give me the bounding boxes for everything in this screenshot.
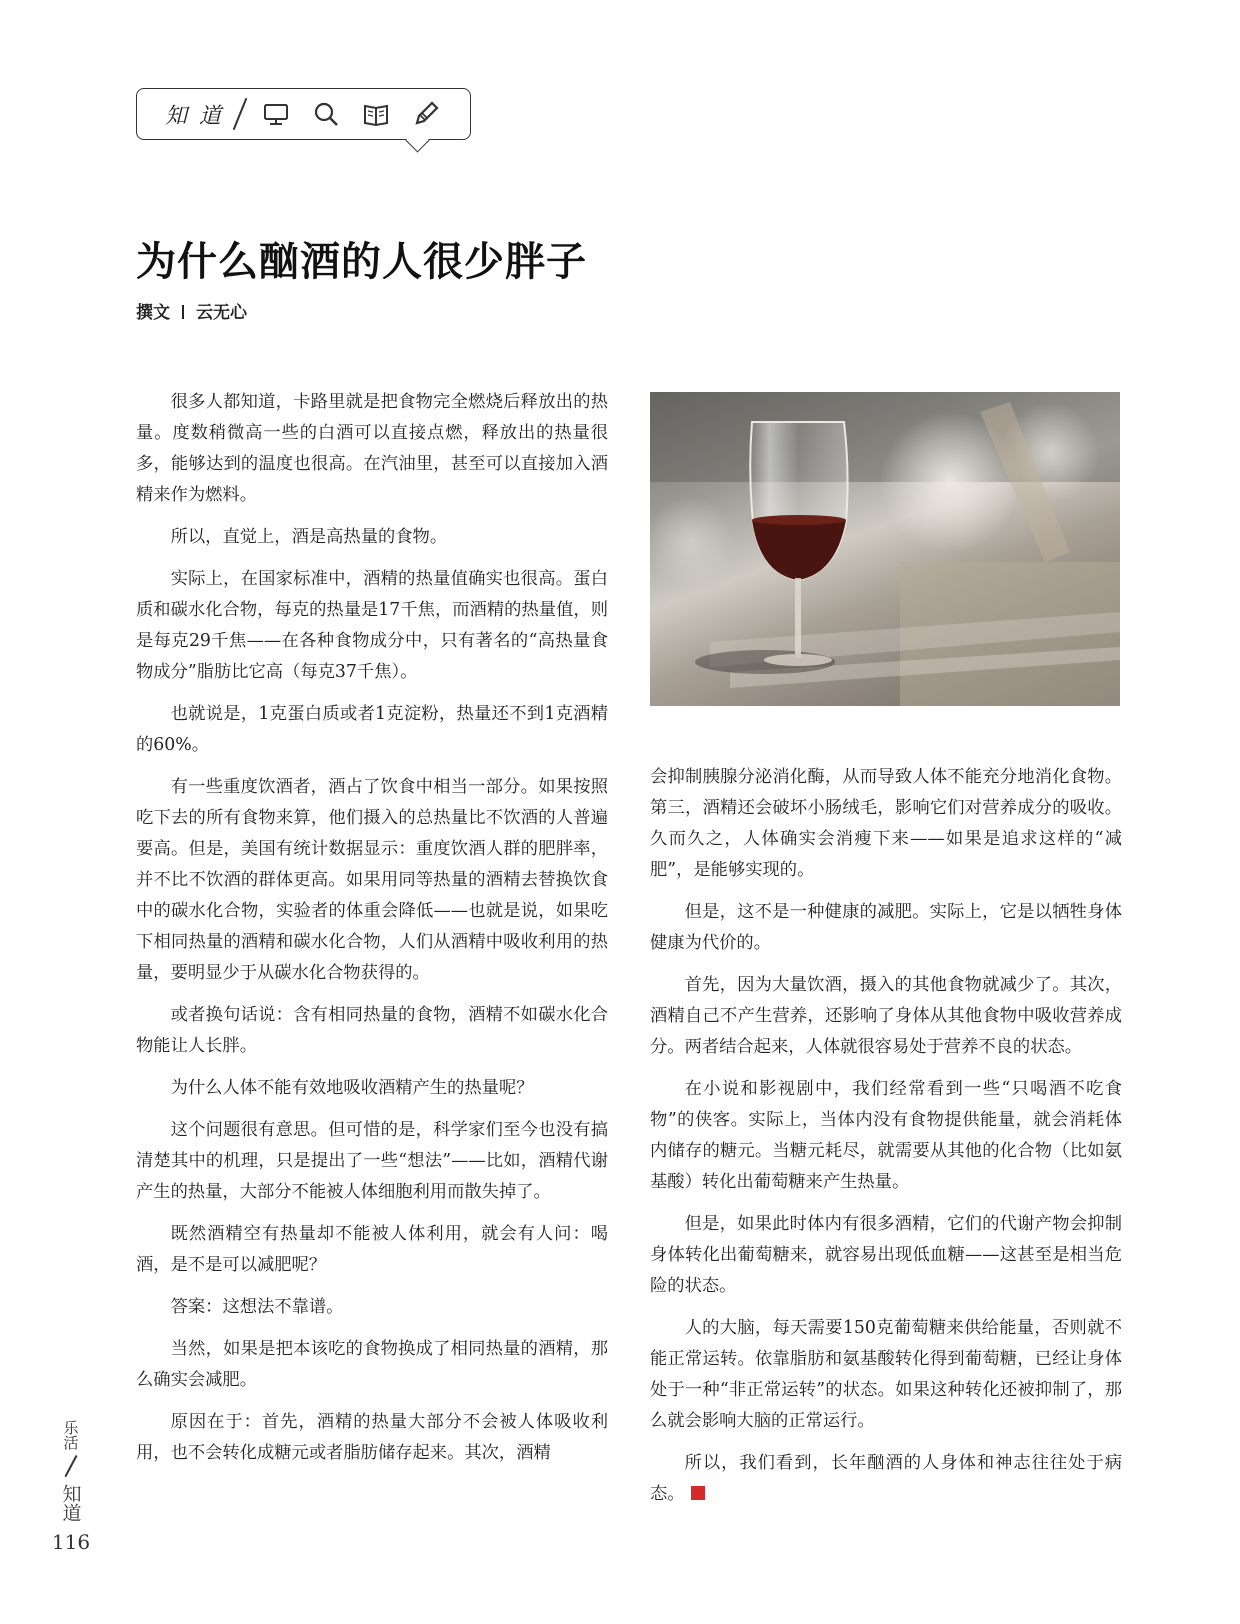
paragraph: 有一些重度饮酒者，酒占了饮食中相当一部分。如果按照吃下去的所有食物来算，他们摄入的总热量比不饮酒的人普遍要高。但是，美国有统计数据显示：重度饮酒人群的肥胖率，并不比不饮酒的群体更高。如果用同等热量的酒精去替换饮食中的碳水化合物，实验者的体重会降低——也就是说，如果吃下相同热量的酒精和碳水化合物，人们从酒精中吸收利用的热量，要明显少于从碳水化合物获得的。	[136, 777, 608, 983]
pencil-icon	[409, 97, 443, 131]
wine-glass-photo	[650, 392, 1120, 706]
paragraph: 会抑制胰腺分泌消化酶，从而导致人体不能充分地消化食物。第三，酒精还会破坏小肠绒毛，影响它们对营养成分的吸收。久而久之，人体确实会消瘦下来——如果是追求这样的“减肥”，是能够实现的。	[650, 767, 1122, 880]
section-header-tab	[136, 88, 471, 140]
paragraph: 或者换句话说：含有相同热量的食物，酒精不如碳水化合物能让人长胖。	[136, 1005, 608, 1056]
article-title: 为什么酗酒的人很少胖子	[136, 239, 587, 285]
paragraph: 也就说是，1克蛋白质或者1克淀粉，热量还不到1克酒精的60%。	[136, 704, 608, 755]
header-divider	[233, 98, 248, 130]
search-icon	[309, 97, 343, 131]
section-label: 知道	[165, 103, 234, 129]
book-icon	[359, 97, 393, 131]
paragraph: 原因在于：首先，酒精的热量大部分不会被人体吸收利用，也不会转化成糖元或者脂肪储存起来。其次，酒精	[136, 1412, 608, 1463]
paragraph: 实际上，在国家标准中，酒精的热量值确实也很高。蛋白质和碳水化合物，每克的热量是17千焦，而酒精的热量值，则是每克29千焦——在各种食物成分中，只有著名的“高热量食物成分”脂肪比它高（每克37千焦）。	[136, 569, 608, 682]
paragraph: 在小说和影视剧中，我们经常看到一些“只喝酒不吃食物”的侠客。实际上，当体内没有食物提供能量，就会消耗体内储存的糖元。当糖元耗尽，就需要从其他的化合物（比如氨基酸）转化出葡萄糖来产生热量。	[650, 1079, 1122, 1192]
paragraph: 但是，这不是一种健康的减肥。实际上，它是以牺牲身体健康为代价的。	[650, 902, 1122, 953]
page-number: 116	[51, 1530, 91, 1554]
paragraph: 当然，如果是把本该吃的食物换成了相同热量的酒精，那么确实会减肥。	[136, 1339, 608, 1390]
paragraph: 人的大脑，每天需要150克葡萄糖来供给能量，否则就不能正常运转。依靠脂肪和氨基酸转化得到葡萄糖，已经让身体处于一种“非正常运转”的状态。如果这种转化还被抑制了，那么就会影响大脑的正常运行。	[650, 1318, 1122, 1431]
paragraph: 这个问题很有意思。但可惜的是，科学家们至今也没有搞清楚其中的机理，只是提出了一些“想法”——比如，酒精代谢产生的热量，大部分不能被人体细胞利用而散失掉了。	[136, 1120, 608, 1202]
author-name: 云无心	[196, 303, 247, 323]
byline-separator	[182, 305, 184, 319]
paragraph-text: 所以，我们看到，长年酗酒的人身体和神志往往处于病态。	[650, 1453, 1122, 1504]
final-paragraph	[650, 1448, 1122, 1510]
magazine-series: 乐活	[61, 1420, 80, 1450]
byline	[136, 298, 247, 323]
paragraph: 首先，因为大量饮酒，摄入的其他食物就减少了。其次，酒精自己不产生营养，还影响了身体从其他食物中吸收营养成分。两者结合起来，人体就很容易处于营养不良的状态。	[650, 975, 1122, 1057]
paragraph: 既然酒精空有热量却不能被人体利用，就会有人问：喝酒，是不是可以减肥呢？	[136, 1224, 608, 1275]
paragraph: 答案：这想法不靠谱。	[170, 1297, 344, 1317]
folio	[51, 1420, 91, 1554]
byline-label: 撰文	[136, 303, 170, 323]
folio-divider	[65, 1455, 78, 1477]
left-column	[136, 387, 608, 1480]
right-column	[650, 762, 1122, 1521]
paragraph: 所以，直觉上，酒是高热量的食物。	[170, 527, 448, 547]
paragraph: 很多人都知道，卡路里就是把食物完全燃烧后释放出的热量。度数稍微高一些的白酒可以直接点燃，释放出的热量很多，能够达到的温度也很高。在汽油里，甚至可以直接加入酒精来作为燃料。	[136, 392, 608, 505]
monitor-icon	[259, 97, 293, 131]
column-name: 知道	[59, 1484, 82, 1522]
paragraph: 但是，如果此时体内有很多酒精，它们的代谢产物会抑制身体转化出葡萄糖来，就容易出现低血糖——这甚至是相当危险的状态。	[650, 1214, 1122, 1296]
paragraph: 为什么人体不能有效地吸收酒精产生的热量呢？	[170, 1078, 534, 1098]
end-mark	[691, 1486, 705, 1500]
